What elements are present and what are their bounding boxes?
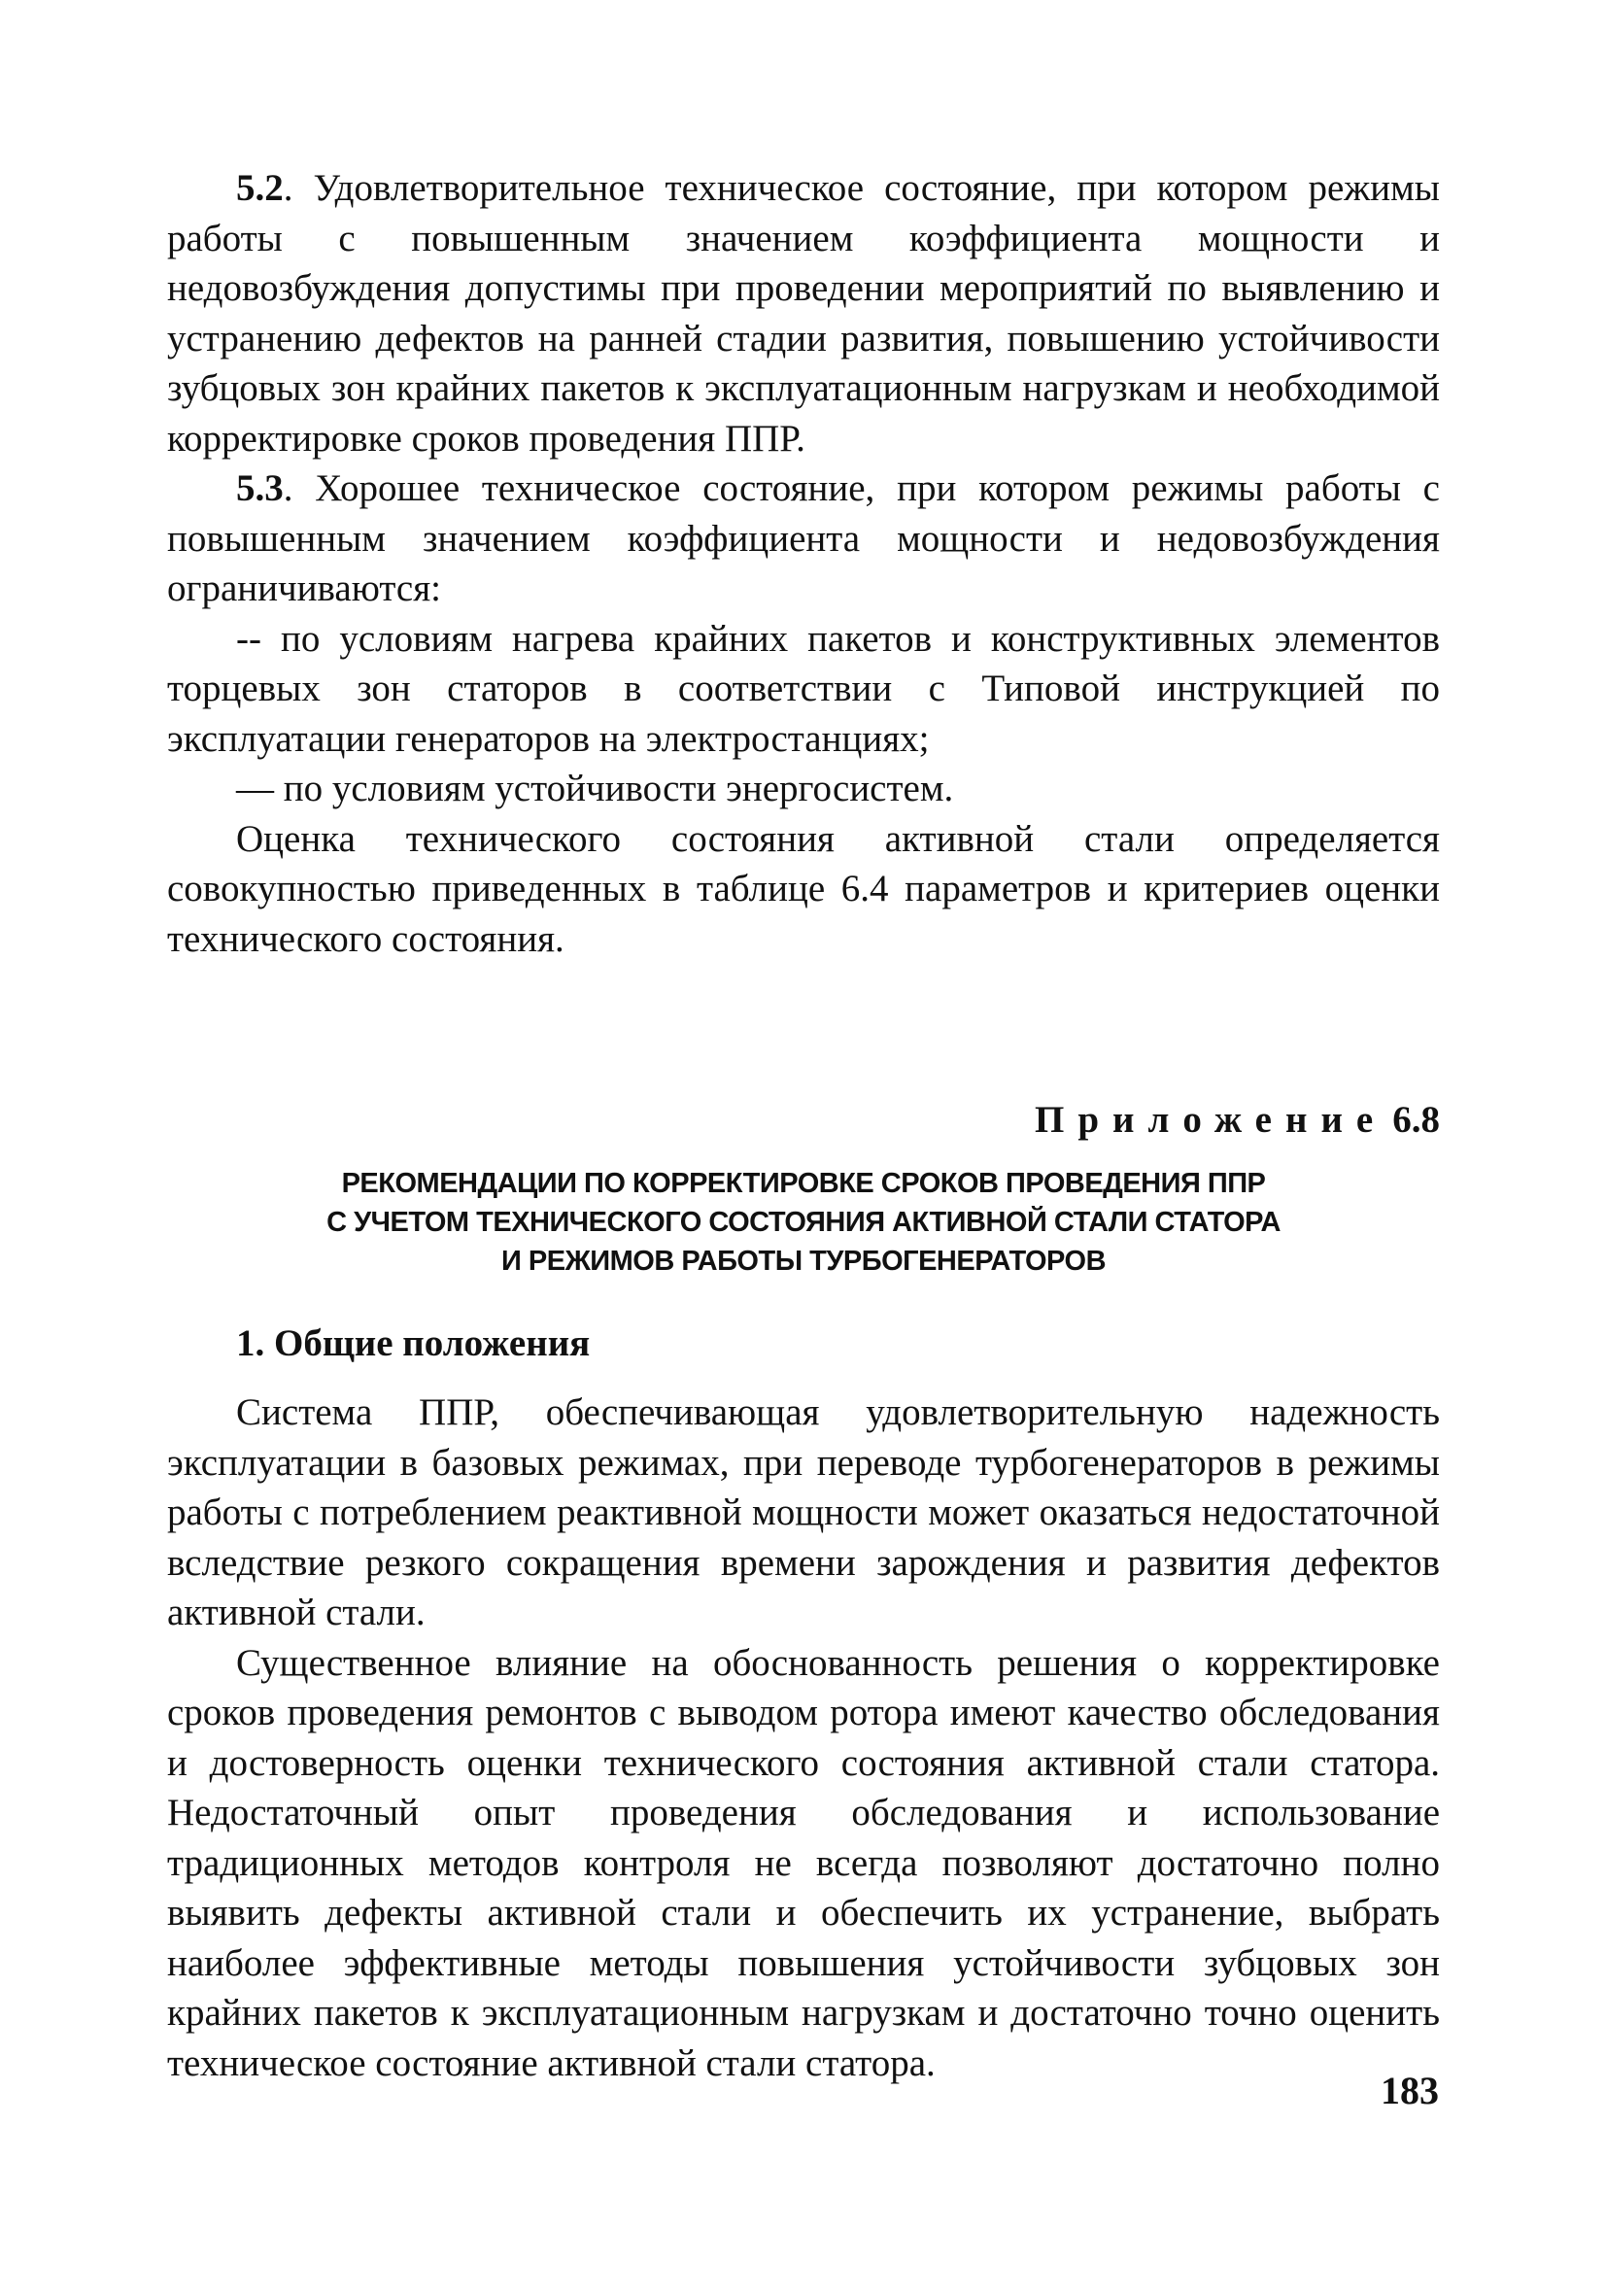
paragraph-5-2: [167, 163, 1440, 463]
paragraph-influence: Существенное влияние на обоснованность решения о корректировке сроков проведения ремонтов с выводом ротора имеют качество обследования и достоверность оценки технического состояния активной стали статора. Недостаточный опыт проведения обследования и использование традиционных методов контроля не всегда позволяют достаточно полно выявить дефекты активной стали и обеспечить их устранение, выбрать наиболее эффективные методы повышения устойчивости зубцовых зон крайних пакетов к эксплуатационным нагрузкам и достаточно точно оценить техническое состояние активной стали статора.: [167, 1641, 1440, 2084]
appendix-label-word: Приложение: [1035, 1099, 1387, 1141]
list-item-heating: -- по условиям нагрева крайних пакетов и конструктивных элементов торцевых зон статоров в соответствии с Типовой инструкцией по эксплуатации генераторов на электростанциях;: [167, 617, 1440, 760]
list-item-stability: — по условиям устойчивости энергосистем.: [236, 768, 954, 809]
paragraph-assessment: Оценка технического состояния активной стали определяется совокупностью приведенных в таблице 6.4 параметров и критериев оценки технического состояния.: [167, 817, 1440, 960]
section-number-5-3: 5.3: [236, 467, 284, 509]
appendix-title: [167, 1164, 1440, 1281]
appendix-number: 6.8: [1392, 1099, 1440, 1141]
paragraph-ppr-system: Система ППР, обеспечивающая удовлетворительную надежность эксплуатации в базовых режимах, при переводе турбогенераторов в режимы работы с потреблением реактивной мощности может оказаться недостаточной вследствие резкого сокращения времени зарождения и развития дефектов активной стали.: [167, 1391, 1440, 1633]
section-heading: 1. Общие положения: [236, 1322, 591, 1364]
section-number-5-2: 5.2: [236, 167, 284, 209]
top-text-block: [167, 163, 1440, 964]
appendix-title-line: С УЧЕТОМ ТЕХНИЧЕСКОГО СОСТОЯНИЯ АКТИВНОЙ СТАЛИ СТАТОРА: [326, 1207, 1281, 1238]
bottom-text-block: [167, 1388, 1440, 2088]
page-number: 183: [1381, 2069, 1439, 2112]
appendix-label: [1035, 1098, 1440, 1142]
paragraph-5-2-text: . Удовлетворительное техническое состояние, при котором режимы работы с повышенным значением коэффициента мощности и недовозбуждения допустимы при проведении мероприятий по выявлению и устранению дефектов на ранней стадии развития, повышению устойчивости зубцовых зон крайних пакетов к эксплуатационным нагрузкам и необходимой корректировке сроков проведения ППР.: [167, 167, 1440, 460]
appendix-title-line: РЕКОМЕНДАЦИИ ПО КОРРЕКТИРОВКЕ СРОКОВ ПРОВЕДЕНИЯ ППР: [341, 1168, 1266, 1199]
appendix-title-line: И РЕЖИМОВ РАБОТЫ ТУРБОГЕНЕРАТОРОВ: [500, 1246, 1107, 1277]
paragraph-5-3-text: . Хорошее техническое состояние, при котором режимы работы с повышенным значением коэффициента мощности и недовозбуждения ограничиваются:: [167, 467, 1440, 609]
paragraph-5-3: [167, 463, 1440, 614]
